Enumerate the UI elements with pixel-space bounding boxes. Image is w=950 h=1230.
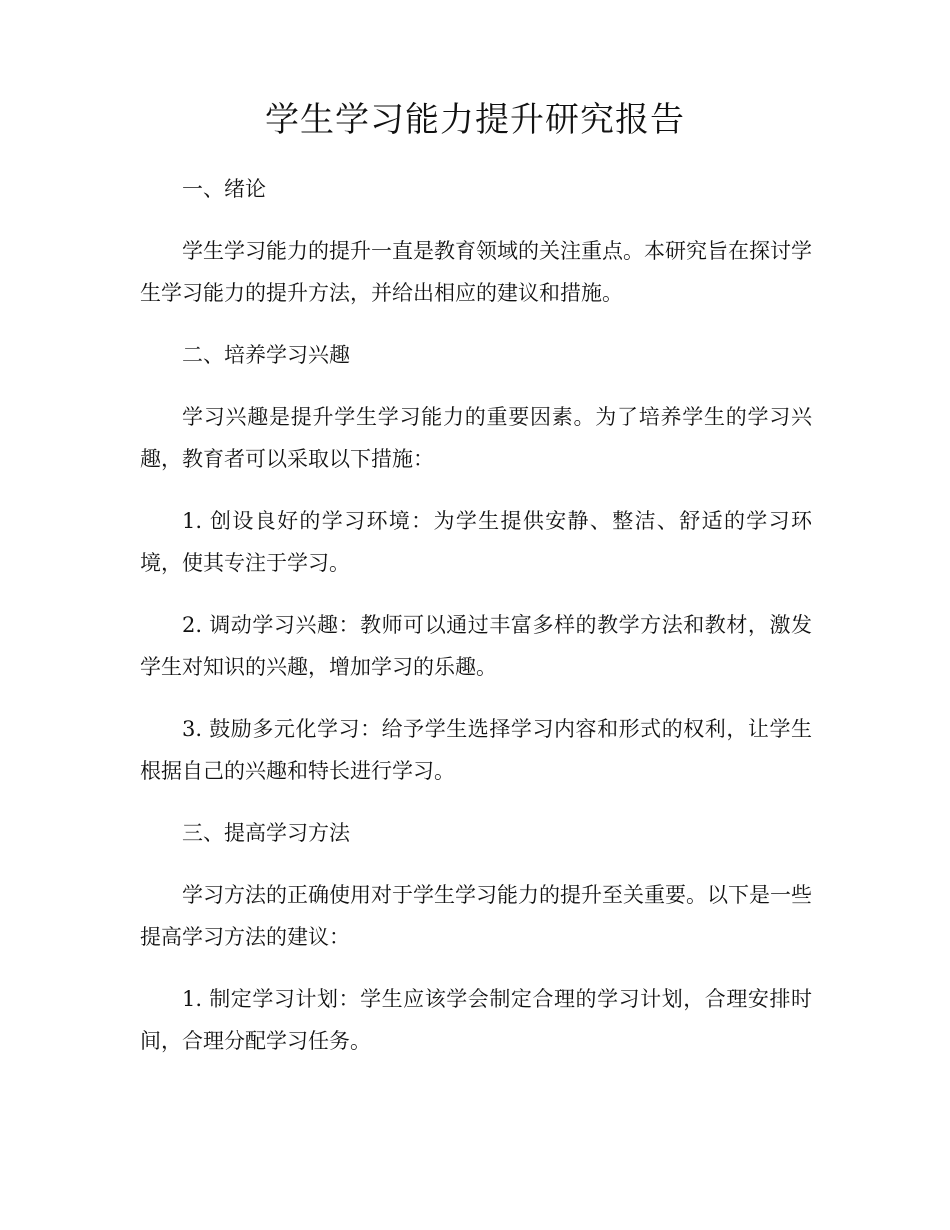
section-heading-methods: 三、提高学习方法 bbox=[182, 821, 350, 845]
section-heading-introduction: 一、绪论 bbox=[182, 177, 266, 201]
list-item-diversified-learning: 3. 鼓励多元化学习：给予学生选择学习内容和形式的权利，让学生根据自己的兴趣和特长进行学习。 bbox=[140, 717, 812, 783]
document-body bbox=[140, 168, 812, 1062]
paragraph-interest-intro: 学习兴趣是提升学生学习能力的重要因素。为了培养学生的学习兴趣，教育者可以采取以下措施： bbox=[140, 405, 812, 471]
list-item-environment: 1. 创设良好的学习环境：为学生提供安静、整洁、舒适的学习环境，使其专注于学习。 bbox=[140, 509, 812, 575]
paragraph-methods-intro: 学习方法的正确使用对于学生学习能力的提升至关重要。以下是一些提高学习方法的建议： bbox=[140, 883, 812, 949]
document-title: 学生学习能力提升研究报告 bbox=[265, 100, 685, 140]
list-item-motivation: 2. 调动学习兴趣：教师可以通过丰富多样的教学方法和教材，激发学生对知识的兴趣，增加学习的乐趣。 bbox=[140, 613, 812, 679]
section-heading-interest: 二、培养学习兴趣 bbox=[182, 343, 350, 367]
list-item-study-plan: 1. 制定学习计划：学生应该学会制定合理的学习计划，合理安排时间，合理分配学习任务。 bbox=[140, 987, 812, 1053]
paragraph-introduction: 学生学习能力的提升一直是教育领域的关注重点。本研究旨在探讨学生学习能力的提升方法，并给出相应的建议和措施。 bbox=[140, 239, 812, 305]
